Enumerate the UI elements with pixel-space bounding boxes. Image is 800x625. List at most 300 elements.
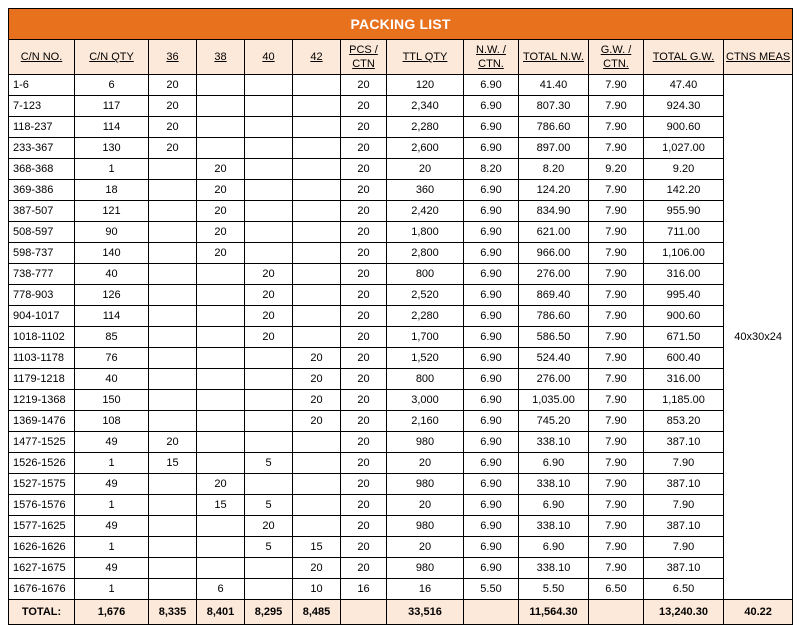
cell-size-36 bbox=[149, 285, 197, 306]
cell-ttl-qty: 20 bbox=[387, 453, 464, 474]
cell-size-42 bbox=[293, 495, 341, 516]
cell-cn-no: 1369-1476 bbox=[9, 411, 75, 432]
cell-pcs-ctn: 20 bbox=[341, 306, 387, 327]
cell-total-nw: 6.90 bbox=[519, 537, 589, 558]
cell-pcs-ctn: 20 bbox=[341, 516, 387, 537]
cell-cn-qty: 49 bbox=[75, 516, 149, 537]
cell-size-38 bbox=[197, 348, 245, 369]
cell-total-nw: 869.40 bbox=[519, 285, 589, 306]
cell-cn-qty: 85 bbox=[75, 327, 149, 348]
cell-size-40 bbox=[245, 579, 293, 600]
cell-pcs-ctn: 20 bbox=[341, 285, 387, 306]
cell-size-38 bbox=[197, 117, 245, 138]
cell-size-38: 20 bbox=[197, 243, 245, 264]
col-header-ttl-qty: TTL QTY bbox=[387, 40, 464, 75]
cell-cn-no: 233-367 bbox=[9, 138, 75, 159]
cell-cn-qty: 1 bbox=[75, 579, 149, 600]
cell-cn-no: 1527-1575 bbox=[9, 474, 75, 495]
total-label: TOTAL: bbox=[9, 600, 75, 625]
cell-total-nw: 524.40 bbox=[519, 348, 589, 369]
cell-size-42 bbox=[293, 75, 341, 96]
col-header-size-36: 36 bbox=[149, 40, 197, 75]
cell-size-42 bbox=[293, 474, 341, 495]
cell-size-42 bbox=[293, 285, 341, 306]
cell-size-42 bbox=[293, 243, 341, 264]
cell-size-38 bbox=[197, 75, 245, 96]
table-row bbox=[9, 201, 793, 222]
cell-ttl-qty: 20 bbox=[387, 537, 464, 558]
total-size-36: 8,335 bbox=[149, 600, 197, 625]
table-row bbox=[9, 96, 793, 117]
cell-total-nw: 745.20 bbox=[519, 411, 589, 432]
cell-gw-ctn: 7.90 bbox=[589, 201, 644, 222]
cell-ttl-qty: 1,700 bbox=[387, 327, 464, 348]
col-header-pcs-ctn: PCS / CTN bbox=[341, 40, 387, 75]
cell-size-36 bbox=[149, 390, 197, 411]
cell-nw-ctn: 6.90 bbox=[464, 369, 519, 390]
cell-size-36 bbox=[149, 411, 197, 432]
cell-size-42: 20 bbox=[293, 348, 341, 369]
cell-pcs-ctn: 20 bbox=[341, 138, 387, 159]
totals-row bbox=[9, 600, 793, 625]
cell-size-38 bbox=[197, 558, 245, 579]
cell-total-nw: 338.10 bbox=[519, 516, 589, 537]
cell-ttl-qty: 980 bbox=[387, 432, 464, 453]
cell-size-40 bbox=[245, 369, 293, 390]
cell-size-42 bbox=[293, 117, 341, 138]
cell-nw-ctn: 6.90 bbox=[464, 495, 519, 516]
cell-total-nw: 41.40 bbox=[519, 75, 589, 96]
cell-pcs-ctn: 20 bbox=[341, 243, 387, 264]
cell-nw-ctn: 6.90 bbox=[464, 453, 519, 474]
cell-ttl-qty: 1,520 bbox=[387, 348, 464, 369]
cell-cn-qty: 40 bbox=[75, 369, 149, 390]
cell-ttl-qty: 2,280 bbox=[387, 306, 464, 327]
cell-size-40 bbox=[245, 411, 293, 432]
cell-total-nw: 6.90 bbox=[519, 453, 589, 474]
col-header-total-gw: TOTAL G.W. bbox=[644, 40, 724, 75]
col-header-total-nw: TOTAL N.W. bbox=[519, 40, 589, 75]
cell-total-gw: 853.20 bbox=[644, 411, 724, 432]
cell-nw-ctn: 6.90 bbox=[464, 180, 519, 201]
table-body bbox=[9, 75, 793, 600]
cell-total-nw: 276.00 bbox=[519, 369, 589, 390]
cell-total-gw: 1,106.00 bbox=[644, 243, 724, 264]
cell-total-nw: 338.10 bbox=[519, 474, 589, 495]
cell-cn-no: 387-507 bbox=[9, 201, 75, 222]
cell-size-38 bbox=[197, 411, 245, 432]
cell-total-gw: 900.60 bbox=[644, 117, 724, 138]
cell-cn-no: 738-777 bbox=[9, 264, 75, 285]
cell-pcs-ctn: 20 bbox=[341, 159, 387, 180]
cell-ttl-qty: 2,160 bbox=[387, 411, 464, 432]
table-row bbox=[9, 411, 793, 432]
total-size-40: 8,295 bbox=[245, 600, 293, 625]
table-row bbox=[9, 537, 793, 558]
total-size-42: 8,485 bbox=[293, 600, 341, 625]
cell-cn-no: 369-386 bbox=[9, 180, 75, 201]
col-header-nw-ctn: N.W. / CTN. bbox=[464, 40, 519, 75]
total-total-nw: 11,564.30 bbox=[519, 600, 589, 625]
cell-nw-ctn: 6.90 bbox=[464, 537, 519, 558]
cell-pcs-ctn: 20 bbox=[341, 117, 387, 138]
cell-size-38: 20 bbox=[197, 201, 245, 222]
cell-pcs-ctn: 20 bbox=[341, 369, 387, 390]
cell-size-40 bbox=[245, 117, 293, 138]
cell-ttl-qty: 800 bbox=[387, 369, 464, 390]
cell-size-36 bbox=[149, 495, 197, 516]
cell-total-gw: 316.00 bbox=[644, 264, 724, 285]
cell-size-38 bbox=[197, 96, 245, 117]
cell-nw-ctn: 6.90 bbox=[464, 411, 519, 432]
cell-size-42 bbox=[293, 327, 341, 348]
cell-total-gw: 1,027.00 bbox=[644, 138, 724, 159]
cell-cn-no: 1179-1218 bbox=[9, 369, 75, 390]
cell-total-gw: 47.40 bbox=[644, 75, 724, 96]
cell-gw-ctn: 6.50 bbox=[589, 579, 644, 600]
table-row bbox=[9, 495, 793, 516]
cell-cn-qty: 1 bbox=[75, 159, 149, 180]
cell-size-42: 20 bbox=[293, 411, 341, 432]
table-row bbox=[9, 390, 793, 411]
cell-nw-ctn: 6.90 bbox=[464, 264, 519, 285]
cell-cn-qty: 117 bbox=[75, 96, 149, 117]
cell-pcs-ctn: 20 bbox=[341, 390, 387, 411]
cell-nw-ctn: 6.90 bbox=[464, 138, 519, 159]
page-title: PACKING LIST bbox=[9, 9, 793, 40]
cell-nw-ctn: 6.90 bbox=[464, 516, 519, 537]
cell-cn-no: 368-368 bbox=[9, 159, 75, 180]
cell-size-40 bbox=[245, 243, 293, 264]
cell-pcs-ctn: 20 bbox=[341, 453, 387, 474]
cell-ttl-qty: 980 bbox=[387, 474, 464, 495]
cell-size-38 bbox=[197, 453, 245, 474]
table-row bbox=[9, 159, 793, 180]
cell-total-gw: 9.20 bbox=[644, 159, 724, 180]
cell-size-38 bbox=[197, 537, 245, 558]
cell-total-gw: 600.40 bbox=[644, 348, 724, 369]
cell-ttl-qty: 2,800 bbox=[387, 243, 464, 264]
cell-size-42 bbox=[293, 138, 341, 159]
cell-size-42 bbox=[293, 453, 341, 474]
table-row bbox=[9, 432, 793, 453]
cell-total-nw: 621.00 bbox=[519, 222, 589, 243]
cell-ttl-qty: 3,000 bbox=[387, 390, 464, 411]
cell-size-36 bbox=[149, 201, 197, 222]
cell-gw-ctn: 7.90 bbox=[589, 432, 644, 453]
cell-nw-ctn: 6.90 bbox=[464, 75, 519, 96]
cell-cn-qty: 1 bbox=[75, 453, 149, 474]
total-gw-ctn bbox=[589, 600, 644, 625]
cell-size-36: 20 bbox=[149, 138, 197, 159]
table-row bbox=[9, 75, 793, 96]
cell-size-40 bbox=[245, 138, 293, 159]
cell-size-40 bbox=[245, 222, 293, 243]
cell-total-gw: 995.40 bbox=[644, 285, 724, 306]
cell-cn-qty: 114 bbox=[75, 117, 149, 138]
table-row bbox=[9, 138, 793, 159]
total-ttl-qty: 33,516 bbox=[387, 600, 464, 625]
cell-nw-ctn: 5.50 bbox=[464, 579, 519, 600]
cell-gw-ctn: 7.90 bbox=[589, 453, 644, 474]
cell-gw-ctn: 7.90 bbox=[589, 537, 644, 558]
cell-nw-ctn: 6.90 bbox=[464, 222, 519, 243]
cell-total-gw: 900.60 bbox=[644, 306, 724, 327]
cell-size-40: 20 bbox=[245, 516, 293, 537]
cell-size-42 bbox=[293, 516, 341, 537]
cell-cn-no: 7-123 bbox=[9, 96, 75, 117]
cell-size-40 bbox=[245, 390, 293, 411]
cell-cn-no: 1-6 bbox=[9, 75, 75, 96]
cell-size-36: 20 bbox=[149, 432, 197, 453]
table-row bbox=[9, 243, 793, 264]
cell-nw-ctn: 6.90 bbox=[464, 390, 519, 411]
cell-pcs-ctn: 20 bbox=[341, 558, 387, 579]
cell-total-nw: 966.00 bbox=[519, 243, 589, 264]
cell-cn-no: 1477-1525 bbox=[9, 432, 75, 453]
cell-total-nw: 6.90 bbox=[519, 495, 589, 516]
cell-gw-ctn: 7.90 bbox=[589, 264, 644, 285]
cell-size-42 bbox=[293, 306, 341, 327]
cell-total-gw: 387.10 bbox=[644, 516, 724, 537]
cell-size-36 bbox=[149, 516, 197, 537]
cell-size-42: 10 bbox=[293, 579, 341, 600]
cell-size-40 bbox=[245, 96, 293, 117]
cell-total-nw: 338.10 bbox=[519, 432, 589, 453]
cell-size-36: 20 bbox=[149, 96, 197, 117]
cell-size-38 bbox=[197, 432, 245, 453]
cell-size-40 bbox=[245, 558, 293, 579]
cell-total-nw: 807.30 bbox=[519, 96, 589, 117]
cell-ttl-qty: 1,800 bbox=[387, 222, 464, 243]
col-header-size-42: 42 bbox=[293, 40, 341, 75]
cell-total-gw: 711.00 bbox=[644, 222, 724, 243]
cell-size-40 bbox=[245, 180, 293, 201]
cell-pcs-ctn: 20 bbox=[341, 222, 387, 243]
cell-total-nw: 338.10 bbox=[519, 558, 589, 579]
cell-size-40: 20 bbox=[245, 264, 293, 285]
cell-cn-qty: 150 bbox=[75, 390, 149, 411]
cell-pcs-ctn: 20 bbox=[341, 75, 387, 96]
cell-size-38 bbox=[197, 264, 245, 285]
cell-size-38 bbox=[197, 285, 245, 306]
header-row bbox=[9, 40, 793, 75]
cell-total-gw: 387.10 bbox=[644, 432, 724, 453]
cell-size-40: 5 bbox=[245, 453, 293, 474]
cell-size-40 bbox=[245, 201, 293, 222]
cell-cn-no: 1018-1102 bbox=[9, 327, 75, 348]
cell-cn-qty: 49 bbox=[75, 558, 149, 579]
table-row bbox=[9, 516, 793, 537]
cell-size-40: 20 bbox=[245, 327, 293, 348]
col-header-size-38: 38 bbox=[197, 40, 245, 75]
cell-total-gw: 7.90 bbox=[644, 495, 724, 516]
col-header-gw-ctn: G.W. / CTN. bbox=[589, 40, 644, 75]
cell-total-gw: 6.50 bbox=[644, 579, 724, 600]
cell-gw-ctn: 7.90 bbox=[589, 285, 644, 306]
cell-pcs-ctn: 16 bbox=[341, 579, 387, 600]
table-row bbox=[9, 453, 793, 474]
cell-size-42 bbox=[293, 432, 341, 453]
cell-cn-qty: 76 bbox=[75, 348, 149, 369]
cell-cn-no: 904-1017 bbox=[9, 306, 75, 327]
title-row bbox=[9, 9, 793, 40]
cell-size-42 bbox=[293, 264, 341, 285]
cell-nw-ctn: 6.90 bbox=[464, 348, 519, 369]
cell-cn-qty: 6 bbox=[75, 75, 149, 96]
cell-cn-qty: 1 bbox=[75, 495, 149, 516]
cell-size-42: 20 bbox=[293, 390, 341, 411]
cell-cn-no: 1219-1368 bbox=[9, 390, 75, 411]
cell-size-36 bbox=[149, 537, 197, 558]
cell-size-40: 20 bbox=[245, 285, 293, 306]
cell-ttl-qty: 360 bbox=[387, 180, 464, 201]
cell-size-42: 20 bbox=[293, 558, 341, 579]
cell-gw-ctn: 7.90 bbox=[589, 348, 644, 369]
cell-cn-qty: 130 bbox=[75, 138, 149, 159]
cell-cn-qty: 126 bbox=[75, 285, 149, 306]
cell-ttl-qty: 16 bbox=[387, 579, 464, 600]
cell-total-gw: 671.50 bbox=[644, 327, 724, 348]
cell-cn-no: 1576-1576 bbox=[9, 495, 75, 516]
col-header-cn-qty: C/N QTY bbox=[75, 40, 149, 75]
cell-pcs-ctn: 20 bbox=[341, 474, 387, 495]
cell-size-38 bbox=[197, 516, 245, 537]
cell-total-nw: 124.20 bbox=[519, 180, 589, 201]
cell-cn-qty: 49 bbox=[75, 474, 149, 495]
cell-size-40 bbox=[245, 159, 293, 180]
cell-total-nw: 8.20 bbox=[519, 159, 589, 180]
total-pcs-ctn bbox=[341, 600, 387, 625]
cell-ttl-qty: 2,420 bbox=[387, 201, 464, 222]
cell-pcs-ctn: 20 bbox=[341, 327, 387, 348]
cell-pcs-ctn: 20 bbox=[341, 432, 387, 453]
packing-list-document bbox=[8, 8, 792, 625]
cell-size-38: 20 bbox=[197, 474, 245, 495]
cell-size-36 bbox=[149, 558, 197, 579]
cell-size-36 bbox=[149, 327, 197, 348]
cell-pcs-ctn: 20 bbox=[341, 96, 387, 117]
cell-pcs-ctn: 20 bbox=[341, 537, 387, 558]
cell-gw-ctn: 7.90 bbox=[589, 222, 644, 243]
cell-cn-qty: 108 bbox=[75, 411, 149, 432]
cell-size-40: 5 bbox=[245, 537, 293, 558]
cell-total-nw: 834.90 bbox=[519, 201, 589, 222]
cell-gw-ctn: 7.90 bbox=[589, 390, 644, 411]
cell-gw-ctn: 7.90 bbox=[589, 327, 644, 348]
cell-size-36 bbox=[149, 264, 197, 285]
cell-cn-no: 1627-1675 bbox=[9, 558, 75, 579]
cell-cn-qty: 18 bbox=[75, 180, 149, 201]
cell-size-38: 20 bbox=[197, 222, 245, 243]
cell-size-36 bbox=[149, 306, 197, 327]
cell-size-42 bbox=[293, 222, 341, 243]
cell-ttl-qty: 980 bbox=[387, 516, 464, 537]
cell-gw-ctn: 7.90 bbox=[589, 558, 644, 579]
cell-cn-no: 1103-1178 bbox=[9, 348, 75, 369]
cell-pcs-ctn: 20 bbox=[341, 411, 387, 432]
cell-size-36 bbox=[149, 159, 197, 180]
cell-total-nw: 786.60 bbox=[519, 306, 589, 327]
cell-nw-ctn: 6.90 bbox=[464, 327, 519, 348]
cell-nw-ctn: 6.90 bbox=[464, 306, 519, 327]
cell-size-40 bbox=[245, 432, 293, 453]
cell-cn-qty: 90 bbox=[75, 222, 149, 243]
cell-size-38: 20 bbox=[197, 159, 245, 180]
cell-ttl-qty: 800 bbox=[387, 264, 464, 285]
cell-size-36: 20 bbox=[149, 117, 197, 138]
cell-total-gw: 7.90 bbox=[644, 453, 724, 474]
cell-ttl-qty: 20 bbox=[387, 159, 464, 180]
cell-cn-qty: 40 bbox=[75, 264, 149, 285]
cell-total-gw: 142.20 bbox=[644, 180, 724, 201]
cell-nw-ctn: 6.90 bbox=[464, 474, 519, 495]
cell-size-36 bbox=[149, 348, 197, 369]
cell-size-38: 15 bbox=[197, 495, 245, 516]
cell-ttl-qty: 2,600 bbox=[387, 138, 464, 159]
cell-pcs-ctn: 20 bbox=[341, 201, 387, 222]
cell-size-38 bbox=[197, 306, 245, 327]
table-row bbox=[9, 579, 793, 600]
cell-size-38 bbox=[197, 138, 245, 159]
table-row bbox=[9, 264, 793, 285]
cell-size-36: 15 bbox=[149, 453, 197, 474]
cell-gw-ctn: 9.20 bbox=[589, 159, 644, 180]
table-row bbox=[9, 327, 793, 348]
cell-size-42: 20 bbox=[293, 369, 341, 390]
cell-gw-ctn: 7.90 bbox=[589, 369, 644, 390]
cell-total-gw: 955.90 bbox=[644, 201, 724, 222]
cell-total-gw: 387.10 bbox=[644, 474, 724, 495]
cell-size-40 bbox=[245, 348, 293, 369]
cell-cn-qty: 49 bbox=[75, 432, 149, 453]
cell-size-42 bbox=[293, 201, 341, 222]
cell-gw-ctn: 7.90 bbox=[589, 516, 644, 537]
cell-nw-ctn: 6.90 bbox=[464, 117, 519, 138]
table-row bbox=[9, 348, 793, 369]
cell-cn-no: 598-737 bbox=[9, 243, 75, 264]
cell-gw-ctn: 7.90 bbox=[589, 75, 644, 96]
cell-nw-ctn: 6.90 bbox=[464, 243, 519, 264]
cell-ttl-qty: 2,520 bbox=[387, 285, 464, 306]
cell-gw-ctn: 7.90 bbox=[589, 180, 644, 201]
cell-gw-ctn: 7.90 bbox=[589, 474, 644, 495]
cell-size-36 bbox=[149, 243, 197, 264]
cell-total-nw: 1,035.00 bbox=[519, 390, 589, 411]
table-row bbox=[9, 180, 793, 201]
cell-gw-ctn: 7.90 bbox=[589, 243, 644, 264]
cell-total-gw: 924.30 bbox=[644, 96, 724, 117]
cell-size-36 bbox=[149, 180, 197, 201]
cell-nw-ctn: 6.90 bbox=[464, 558, 519, 579]
cell-size-38: 20 bbox=[197, 180, 245, 201]
total-nw-ctn bbox=[464, 600, 519, 625]
cell-size-40: 5 bbox=[245, 495, 293, 516]
table-row bbox=[9, 369, 793, 390]
total-size-38: 8,401 bbox=[197, 600, 245, 625]
cell-ttl-qty: 20 bbox=[387, 495, 464, 516]
packing-list-table bbox=[8, 8, 793, 625]
cell-total-nw: 786.60 bbox=[519, 117, 589, 138]
total-cn-qty: 1,676 bbox=[75, 600, 149, 625]
cell-ttl-qty: 2,340 bbox=[387, 96, 464, 117]
cell-cn-no: 118-237 bbox=[9, 117, 75, 138]
cell-total-gw: 1,185.00 bbox=[644, 390, 724, 411]
cell-nw-ctn: 6.90 bbox=[464, 285, 519, 306]
cell-ttl-qty: 120 bbox=[387, 75, 464, 96]
cell-size-36: 20 bbox=[149, 75, 197, 96]
cell-gw-ctn: 7.90 bbox=[589, 306, 644, 327]
